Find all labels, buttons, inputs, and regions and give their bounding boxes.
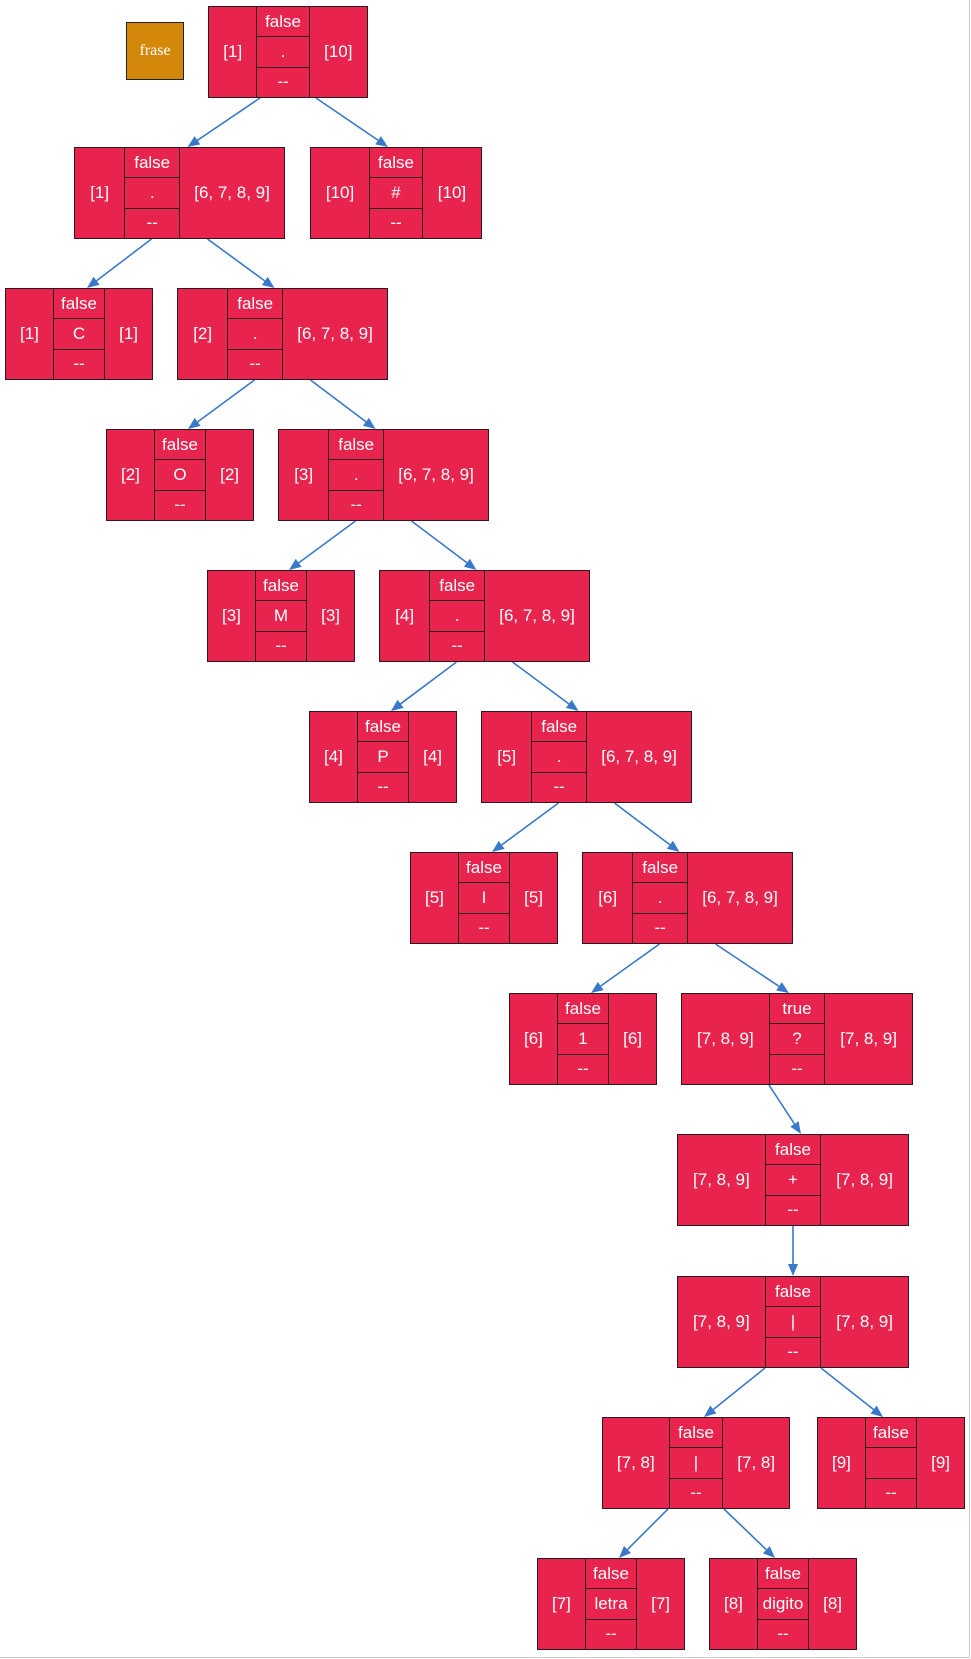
node-lastpos: [8] bbox=[808, 1559, 856, 1649]
edge-arrowhead bbox=[391, 700, 404, 711]
node-symbol: 1 bbox=[558, 1023, 608, 1053]
node-lastpos: [6, 7, 8, 9] bbox=[179, 148, 284, 238]
node-firstpos: [4] bbox=[310, 712, 358, 802]
node-center bbox=[228, 289, 282, 379]
node-nullable: false bbox=[237, 293, 274, 313]
node-center bbox=[586, 1559, 636, 1649]
node-symbol: letra bbox=[586, 1588, 636, 1618]
node-symbol: M bbox=[256, 600, 306, 630]
node-center bbox=[370, 148, 422, 238]
node-center bbox=[558, 994, 608, 1084]
node-nullable: false bbox=[775, 1281, 811, 1301]
tree-node-n10 bbox=[481, 711, 692, 803]
node-followpos: -- bbox=[228, 349, 282, 379]
node-firstpos: [4] bbox=[380, 571, 430, 661]
tree-node-n19 bbox=[537, 1558, 685, 1650]
edge-arrowhead bbox=[363, 418, 376, 429]
edge-arrowhead bbox=[188, 418, 201, 429]
node-symbol: | bbox=[670, 1447, 723, 1477]
node-nullable: false bbox=[466, 857, 502, 877]
node-followpos: -- bbox=[155, 490, 205, 520]
node-symbol bbox=[866, 1447, 916, 1477]
node-center bbox=[770, 994, 825, 1084]
node-center bbox=[633, 853, 687, 943]
node-symbol: . bbox=[633, 882, 687, 912]
edge-arrowhead bbox=[667, 841, 680, 852]
node-lastpos: [1] bbox=[104, 289, 152, 379]
node-followpos: -- bbox=[670, 1478, 723, 1508]
node-firstpos: [3] bbox=[208, 571, 256, 661]
node-lastpos: [3] bbox=[306, 571, 354, 661]
node-center bbox=[155, 430, 205, 520]
edge-arrowhead bbox=[566, 700, 579, 711]
node-nullable: false bbox=[134, 152, 171, 172]
tree-node-n7 bbox=[207, 570, 355, 662]
tree-node-n9 bbox=[309, 711, 457, 803]
node-followpos: -- bbox=[125, 208, 179, 238]
node-center bbox=[758, 1559, 808, 1649]
node-firstpos: [7] bbox=[538, 1559, 586, 1649]
tree-node-n11 bbox=[410, 852, 558, 944]
node-firstpos: [5] bbox=[482, 712, 532, 802]
node-nullable: false bbox=[565, 998, 601, 1018]
tree-node-n0 bbox=[208, 6, 368, 98]
tree-node-n16 bbox=[677, 1276, 909, 1368]
tree-node-n12 bbox=[582, 852, 793, 944]
node-lastpos: [7, 8, 9] bbox=[820, 1135, 908, 1225]
node-nullable: false bbox=[265, 11, 301, 31]
node-followpos: -- bbox=[459, 913, 509, 943]
node-lastpos: [5] bbox=[509, 853, 557, 943]
node-nullable: false bbox=[439, 575, 476, 595]
tree-node-n1 bbox=[74, 147, 285, 239]
node-followpos: -- bbox=[770, 1054, 825, 1084]
edge-n6-n8 bbox=[412, 521, 467, 563]
node-nullable: false bbox=[263, 575, 299, 595]
node-lastpos: [9] bbox=[916, 1418, 964, 1508]
node-followpos: -- bbox=[866, 1478, 916, 1508]
node-center bbox=[257, 7, 308, 97]
edge-n8-n9 bbox=[401, 662, 457, 704]
edge-arrowhead bbox=[492, 841, 505, 852]
edge-n1-n4 bbox=[208, 239, 265, 281]
edge-n10-n11 bbox=[502, 803, 559, 845]
node-symbol: # bbox=[370, 177, 422, 207]
node-firstpos: [8] bbox=[710, 1559, 758, 1649]
node-symbol: . bbox=[329, 459, 383, 489]
edge-n0-n1 bbox=[197, 98, 260, 140]
node-lastpos: [6, 7, 8, 9] bbox=[383, 430, 488, 520]
node-lastpos: [6, 7, 8, 9] bbox=[687, 853, 792, 943]
node-symbol: digito bbox=[758, 1588, 808, 1618]
node-center bbox=[430, 571, 484, 661]
legend-frase bbox=[126, 22, 184, 80]
node-firstpos: [6] bbox=[510, 994, 558, 1084]
node-firstpos: [3] bbox=[279, 430, 329, 520]
node-firstpos: [1] bbox=[75, 148, 125, 238]
edge-arrowhead bbox=[776, 982, 789, 993]
node-followpos: -- bbox=[329, 490, 383, 520]
node-followpos: -- bbox=[358, 772, 408, 802]
edge-arrowhead bbox=[262, 277, 275, 288]
node-nullable: false bbox=[162, 434, 198, 454]
node-firstpos: [1] bbox=[6, 289, 54, 379]
node-symbol: P bbox=[358, 741, 408, 771]
node-firstpos: [7, 8, 9] bbox=[682, 994, 770, 1084]
edge-arrowhead bbox=[790, 1121, 801, 1134]
edge-arrowhead bbox=[870, 1406, 883, 1417]
node-followpos: -- bbox=[766, 1337, 821, 1367]
node-nullable: false bbox=[642, 857, 679, 877]
node-lastpos: [7, 8] bbox=[722, 1418, 789, 1508]
node-firstpos: [7, 8, 9] bbox=[678, 1135, 766, 1225]
edge-arrowhead bbox=[704, 1406, 716, 1417]
node-nullable: false bbox=[61, 293, 97, 313]
edge-arrowhead bbox=[788, 1264, 798, 1276]
edge-n6-n7 bbox=[299, 521, 356, 563]
tree-node-n4 bbox=[177, 288, 388, 380]
node-nullable: false bbox=[593, 1563, 629, 1583]
node-followpos: -- bbox=[633, 913, 687, 943]
node-firstpos: [2] bbox=[107, 430, 155, 520]
node-nullable: false bbox=[338, 434, 375, 454]
edge-n4-n6 bbox=[311, 380, 366, 422]
edge-n12-n14 bbox=[716, 944, 780, 986]
node-nullable: false bbox=[775, 1139, 811, 1159]
edge-n1-n3 bbox=[97, 239, 152, 281]
node-lastpos: [6, 7, 8, 9] bbox=[484, 571, 589, 661]
node-firstpos: [10] bbox=[311, 148, 370, 238]
edge-arrowhead bbox=[289, 559, 302, 570]
node-lastpos: [10] bbox=[422, 148, 481, 238]
edge-n16-n17 bbox=[713, 1368, 765, 1409]
tree-node-n17 bbox=[602, 1417, 790, 1509]
node-nullable: false bbox=[765, 1563, 801, 1583]
node-center bbox=[358, 712, 408, 802]
edge-n14-n15 bbox=[769, 1085, 794, 1124]
node-symbol: ? bbox=[770, 1023, 825, 1053]
node-center bbox=[766, 1135, 821, 1225]
node-nullable: false bbox=[541, 716, 578, 736]
node-symbol: . bbox=[257, 36, 308, 66]
node-followpos: -- bbox=[586, 1619, 636, 1649]
node-symbol: . bbox=[125, 177, 179, 207]
node-firstpos: [9] bbox=[818, 1418, 866, 1508]
node-followpos: -- bbox=[257, 67, 308, 97]
tree-node-n18 bbox=[817, 1417, 965, 1509]
tree-node-n2 bbox=[310, 147, 482, 239]
node-followpos: -- bbox=[532, 772, 586, 802]
tree-node-n3 bbox=[5, 288, 153, 380]
tree-node-n13 bbox=[509, 993, 657, 1085]
edge-arrowhead bbox=[591, 982, 604, 993]
tree-node-n14 bbox=[681, 993, 913, 1085]
edge-arrowhead bbox=[188, 136, 201, 147]
legend-label: frase bbox=[139, 42, 171, 59]
edge-arrowhead bbox=[375, 136, 388, 147]
node-lastpos: [4] bbox=[408, 712, 456, 802]
node-nullable: false bbox=[873, 1422, 909, 1442]
node-lastpos: [7] bbox=[636, 1559, 684, 1649]
edge-arrowhead bbox=[87, 277, 100, 288]
node-followpos: -- bbox=[758, 1619, 808, 1649]
node-center bbox=[459, 853, 509, 943]
node-symbol: + bbox=[766, 1164, 821, 1194]
node-followpos: -- bbox=[558, 1054, 608, 1084]
node-firstpos: [6] bbox=[583, 853, 633, 943]
node-lastpos: [10] bbox=[309, 7, 367, 97]
node-lastpos: [6] bbox=[608, 994, 656, 1084]
edge-n0-n2 bbox=[316, 98, 378, 140]
edge-n16-n18 bbox=[821, 1368, 874, 1410]
node-nullable: false bbox=[378, 152, 414, 172]
node-center bbox=[766, 1277, 821, 1367]
node-center bbox=[256, 571, 306, 661]
node-firstpos: [5] bbox=[411, 853, 459, 943]
node-firstpos: [7, 8, 9] bbox=[678, 1277, 766, 1367]
edge-n17-n19 bbox=[627, 1509, 668, 1550]
node-lastpos: [2] bbox=[205, 430, 253, 520]
node-lastpos: [7, 8, 9] bbox=[820, 1277, 908, 1367]
node-followpos: -- bbox=[370, 208, 422, 238]
node-lastpos: [6, 7, 8, 9] bbox=[282, 289, 387, 379]
edge-arrowhead bbox=[464, 559, 477, 570]
node-symbol: O bbox=[155, 459, 205, 489]
node-symbol: | bbox=[766, 1306, 821, 1336]
edge-n8-n10 bbox=[513, 662, 569, 704]
node-firstpos: [2] bbox=[178, 289, 228, 379]
edge-n12-n13 bbox=[601, 944, 660, 986]
node-nullable: true bbox=[782, 998, 812, 1018]
node-symbol: . bbox=[228, 318, 282, 348]
tree-node-n15 bbox=[677, 1134, 909, 1226]
node-lastpos: [6, 7, 8, 9] bbox=[586, 712, 691, 802]
node-lastpos: [7, 8, 9] bbox=[824, 994, 912, 1084]
node-center bbox=[329, 430, 383, 520]
edge-n10-n12 bbox=[615, 803, 670, 845]
node-followpos: -- bbox=[430, 631, 484, 661]
node-symbol: C bbox=[54, 318, 104, 348]
edge-n17-n20 bbox=[724, 1509, 766, 1550]
edge-n4-n5 bbox=[198, 380, 255, 422]
node-nullable: false bbox=[365, 716, 401, 736]
tree-node-n20 bbox=[709, 1558, 857, 1650]
node-followpos: -- bbox=[54, 349, 104, 379]
node-firstpos: [7, 8] bbox=[603, 1418, 670, 1508]
node-symbol: . bbox=[532, 741, 586, 771]
node-center bbox=[670, 1418, 723, 1508]
node-nullable: false bbox=[678, 1422, 714, 1442]
node-symbol: I bbox=[459, 882, 509, 912]
node-center bbox=[125, 148, 179, 238]
node-followpos: -- bbox=[256, 631, 306, 661]
node-symbol: . bbox=[430, 600, 484, 630]
tree-node-n5 bbox=[106, 429, 254, 521]
tree-node-n8 bbox=[379, 570, 590, 662]
node-center bbox=[866, 1418, 916, 1508]
node-center bbox=[532, 712, 586, 802]
node-center bbox=[54, 289, 104, 379]
tree-node-n6 bbox=[278, 429, 489, 521]
node-followpos: -- bbox=[766, 1195, 821, 1225]
node-firstpos: [1] bbox=[209, 7, 257, 97]
